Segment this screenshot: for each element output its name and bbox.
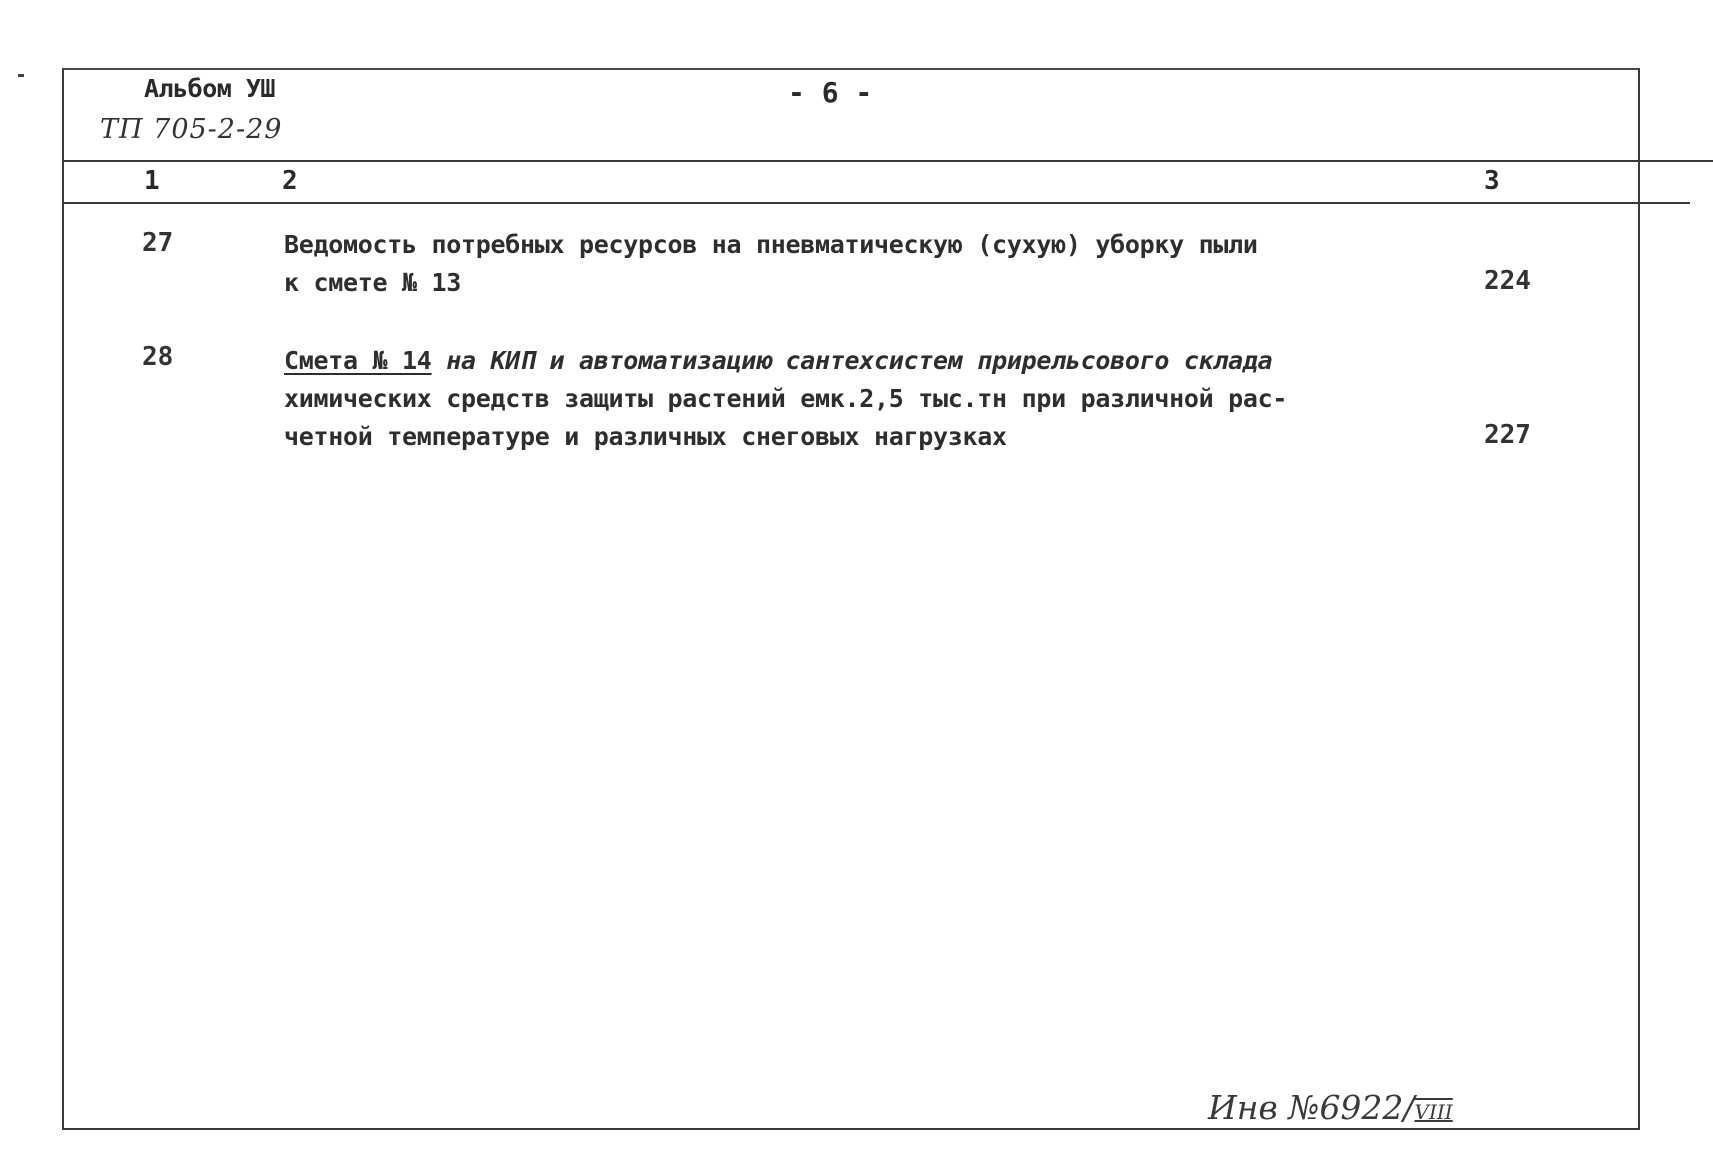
row-text-line: Ведомость потребных ресурсов на пневматическую (сухую) уборку пыли	[284, 230, 1258, 259]
inventory-stamp	[1208, 1088, 1453, 1127]
column-header-1: 1	[144, 166, 160, 196]
header-bottom-rule	[64, 202, 1690, 204]
row-number: 27	[142, 228, 174, 258]
album-label: Альбом УШ	[144, 74, 275, 103]
estimate-title-rest: на КИП и автоматизацию сантехсистем прирельсового склада	[431, 346, 1273, 375]
inventory-stamp-text: Инв №6922/	[1208, 1088, 1415, 1127]
page-number: - 6 -	[788, 76, 873, 109]
row-text-line: четной температуре и различных снеговых нагрузках	[284, 422, 1007, 451]
estimate-title: Смета № 14	[284, 346, 432, 375]
row-page-ref: 227	[1484, 420, 1531, 450]
header-top-rule	[64, 160, 1713, 162]
project-code: ТП 705-2-29	[100, 114, 283, 145]
row-title-line	[284, 342, 1272, 380]
row-number: 28	[142, 342, 174, 372]
row-text-line: химических средств защиты растений емк.2,5 тыс.тн при различной рас-	[284, 384, 1288, 413]
row-page-ref: 224	[1484, 266, 1531, 296]
column-header-2: 2	[282, 166, 298, 196]
scan-mark	[18, 74, 24, 77]
column-header-3: 3	[1484, 166, 1500, 196]
inventory-stamp-suffix: VIII	[1414, 1100, 1453, 1124]
row-text-line: к смете № 13	[284, 268, 462, 297]
